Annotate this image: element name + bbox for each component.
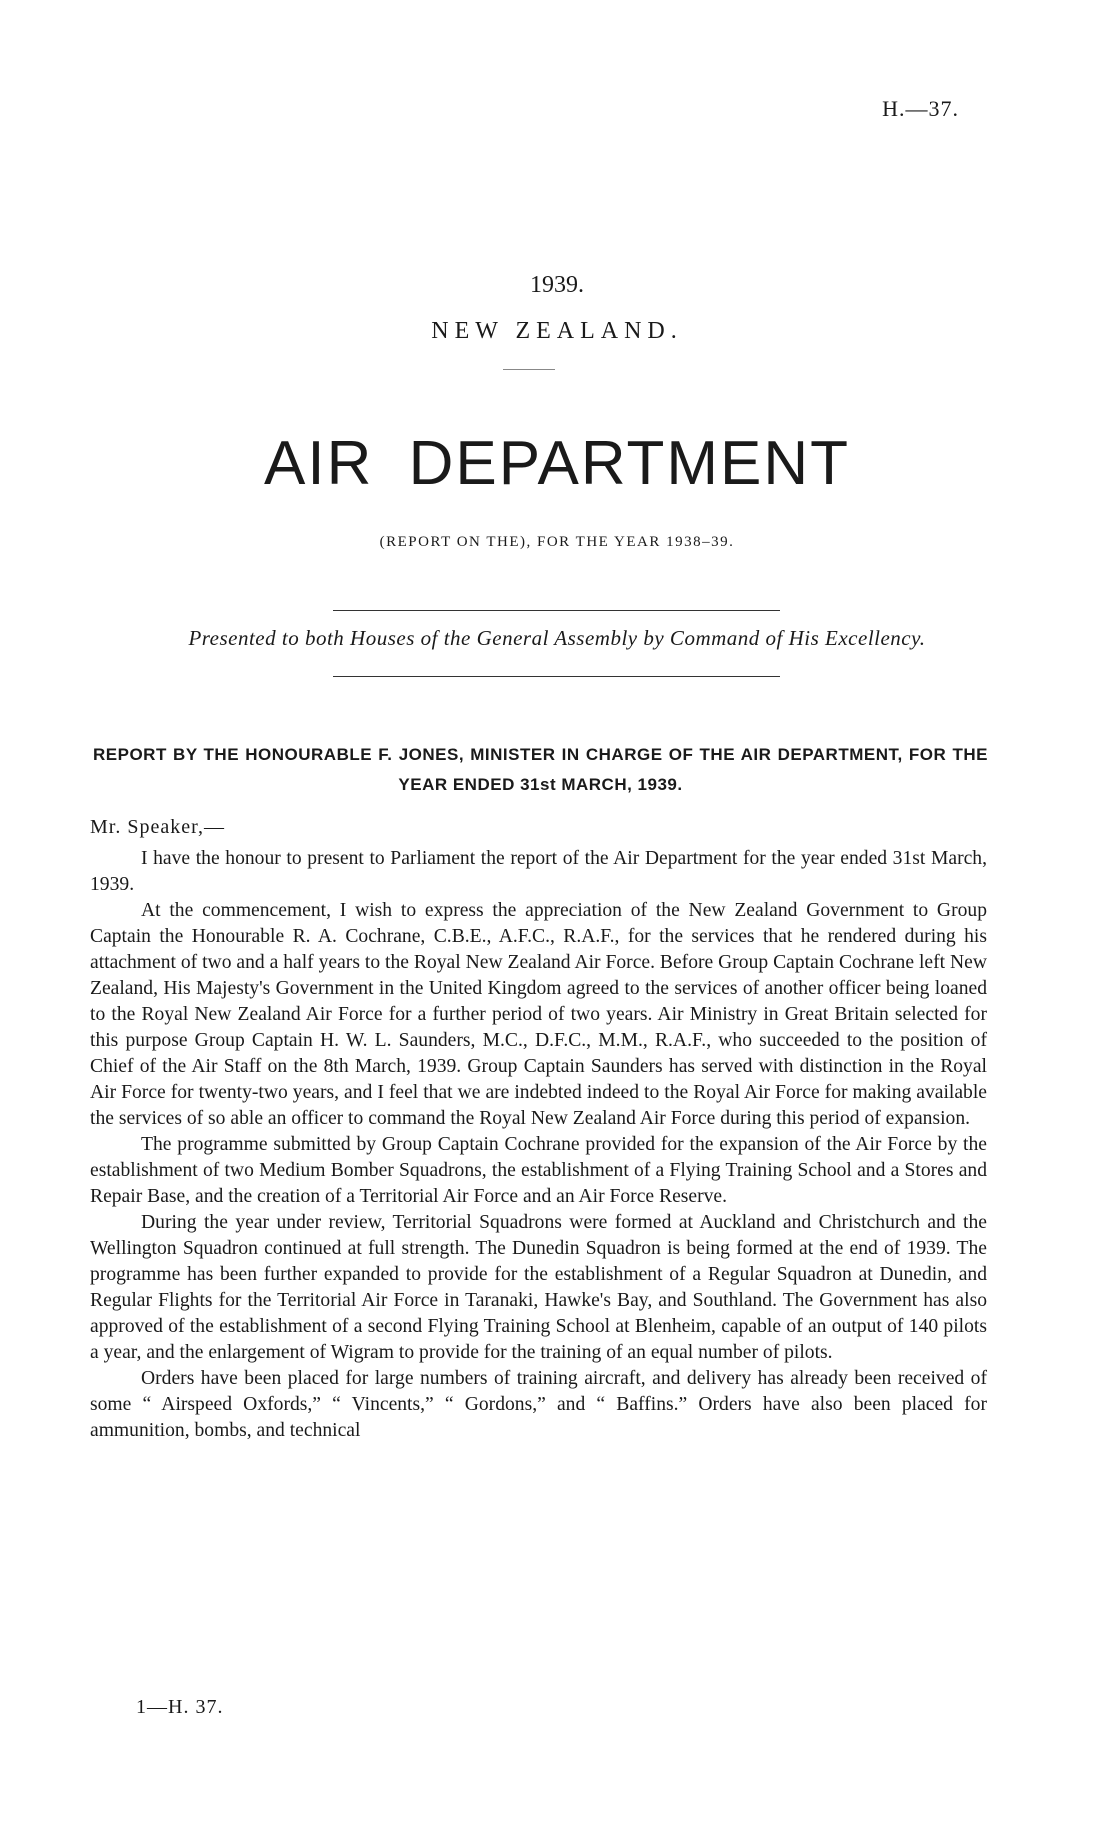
report-body <box>90 846 987 1444</box>
page-reference: H.—37. <box>882 96 959 121</box>
department-subtitle: (REPORT ON THE), FOR THE YEAR 1938–39. <box>379 534 735 550</box>
short-divider <box>503 369 555 370</box>
department-title: AIR DEPARTMENT <box>264 429 850 498</box>
presented-line: Presented to both Houses of the General Assembly by Command of His Excellency. <box>188 626 926 650</box>
country-name: NEW ZEALAND. <box>431 318 683 344</box>
salutation: Mr. Speaker,— <box>90 816 225 838</box>
report-year: 1939. <box>530 272 584 298</box>
report-heading: REPORT BY THE HONOURABLE F. JONES, MINISTER IN CHARGE OF THE AIR DEPARTMENT, FOR THE YEAR ENDED 31st MARCH, 1939. <box>93 745 988 794</box>
divider-top <box>333 610 780 611</box>
paragraph: During the year under review, Territorial Squadrons were formed at Auckland and Christchurch and the Wellington Squadron continued at full strength. The Dunedin Squadron is being formed at the end of 1939. The programme has been further expanded to provide for the establishment of a Regular Squadron at Dunedin, and Regular Flights for the Territorial Air Force in Taranaki, Hawke's Bay, and Southland. The Government has also approved of the establishment of a second Flying Training School at Blenheim, capable of an output of 140 pilots a year, and the enlargement of Wigram to provide for the training of an equal number of pilots. <box>90 1212 987 1363</box>
paragraph: Orders have been placed for large numbers of training aircraft, and delivery has already been received of some “ Airspeed Oxfords,” “ Vincents,” “ Gordons,” and “ Baffins.” Orders have also been placed for ammunition, bombs, and technical <box>90 1368 987 1441</box>
paragraph: I have the honour to present to Parliament the report of the Air Department for the year ended 31st March, 1939. <box>90 848 987 895</box>
divider-bottom <box>333 676 780 677</box>
page-signature: 1—H. 37. <box>136 1696 224 1718</box>
paragraph: The programme submitted by Group Captain Cochrane provided for the expansion of the Air Force by the establishment of two Medium Bomber Squadrons, the establishment of a Flying Training School and a Stores and Repair Base, and the creation of a Territorial Air Force and an Air Force Reserve. <box>90 1134 987 1207</box>
paragraph: At the commencement, I wish to express the appreciation of the New Zealand Government to Group Captain the Honourable R. A. Cochrane, C.B.E., A.F.C., R.A.F., for the services that he rendered during his attachment of two and a half years to the Royal New Zealand Air Force. Before Group Captain Cochrane left New Zealand, His Majesty's Government in the United Kingdom agreed to the services of another officer being loaned to the Royal New Zealand Air Force for a further period of two years. Air Ministry in Great Britain selected for this purpose Group Captain H. W. L. Saunders, M.C., D.F.C., M.M., R.A.F., who succeeded to the position of Chief of the Air Staff on the 8th March, 1939. Group Captain Saunders has served with distinction in the Royal Air Force for twenty-two years, and I feel that we are indebted indeed to the Royal Air Force for making available the services of so able an officer to command the Royal New Zealand Air Force during this period of expansion. <box>90 900 987 1129</box>
